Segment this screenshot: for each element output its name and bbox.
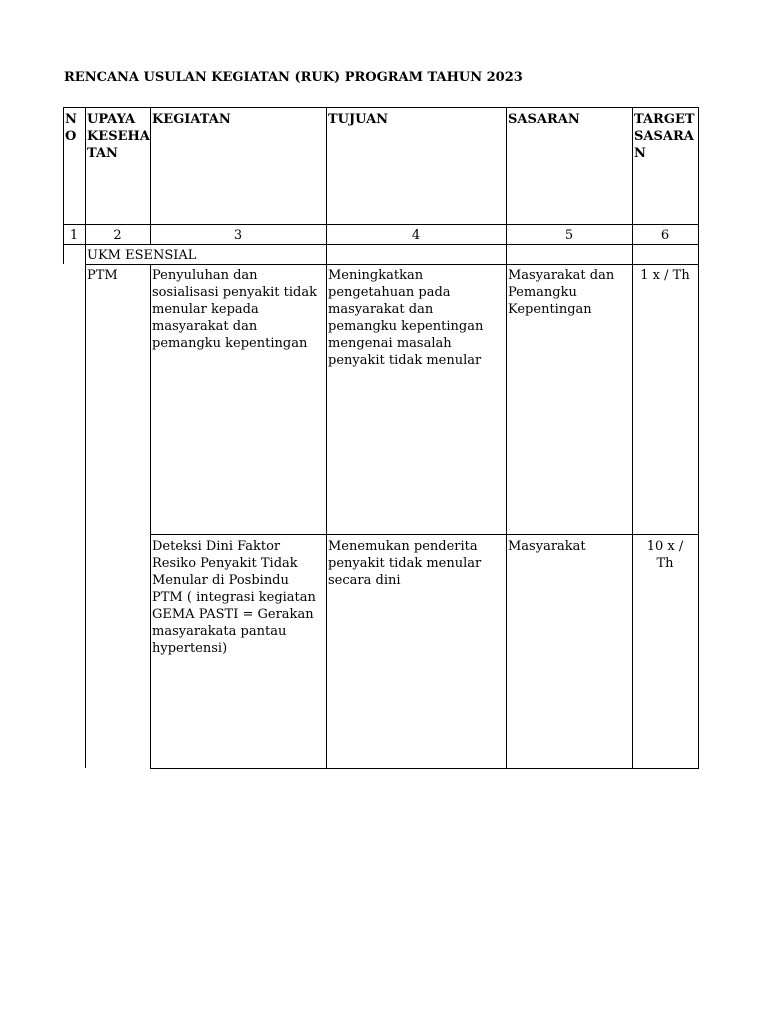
column-number-2: 2 <box>113 228 122 243</box>
row-2-tujuan: Menemukan penderita penyakit tidak menular secara dini <box>328 539 482 588</box>
table-border-top <box>63 107 699 108</box>
upaya-value: PTM <box>87 268 118 283</box>
column-divider-sasaran <box>506 107 507 769</box>
row-1-sasaran: Masyarakat dan Pemangku Kepentingan <box>508 268 615 317</box>
column-number-3: 3 <box>233 228 243 243</box>
header-divider <box>63 224 699 225</box>
section-row-divider <box>85 264 699 265</box>
column-divider-kegiatan-lower <box>150 264 151 769</box>
row-1-target: 1 x / Th <box>640 268 690 283</box>
activity-row-divider <box>150 534 699 535</box>
column-divider-kegiatan <box>150 107 151 244</box>
column-number-5: 5 <box>564 228 574 243</box>
column-divider-upaya <box>85 107 86 768</box>
column-divider-tujuan <box>326 107 327 769</box>
column-number-1: 1 <box>69 228 79 243</box>
column-number-4: 4 <box>411 228 421 243</box>
column-number-6: 6 <box>660 228 670 243</box>
header-target-sasaran: TARGET SASARA N <box>634 112 695 161</box>
table-border-right <box>698 107 699 769</box>
header-upaya-kesehatan: UPAYA KESEHA TAN <box>87 112 150 161</box>
header-sasaran: SASARAN <box>508 112 580 127</box>
section-label: UKM ESENSIAL <box>87 248 197 263</box>
row-2-sasaran: Masyarakat <box>508 539 586 554</box>
row-2-target: 10 x / Th <box>646 539 684 571</box>
header-tujuan: TUJUAN <box>328 112 389 127</box>
header-kegiatan: KEGIATAN <box>152 112 231 127</box>
row-1-tujuan: Meningkatkan pengetahuan pada masyarakat dan pemangku kepentingan mengenai masalah penyakit tidak menular <box>328 268 484 368</box>
number-row-divider <box>63 244 699 245</box>
column-divider-target <box>632 107 633 769</box>
row-2-kegiatan: Deteksi Dini Faktor Resiko Penyakit Tidak Menular di Posbindu PTM ( integrasi kegiatan GEMA PASTI = Gerakan masyarakata pantau hypertensi) <box>152 539 316 656</box>
row-1-kegiatan: Penyuluhan dan sosialisasi penyakit tidak menular kepada masyarakat dan pemangku kepentingan <box>152 268 317 351</box>
header-no: N O <box>65 112 77 144</box>
table-border-bottom <box>150 768 699 769</box>
document-title: RENCANA USULAN KEGIATAN (RUK) PROGRAM TAHUN 2023 <box>64 70 523 85</box>
